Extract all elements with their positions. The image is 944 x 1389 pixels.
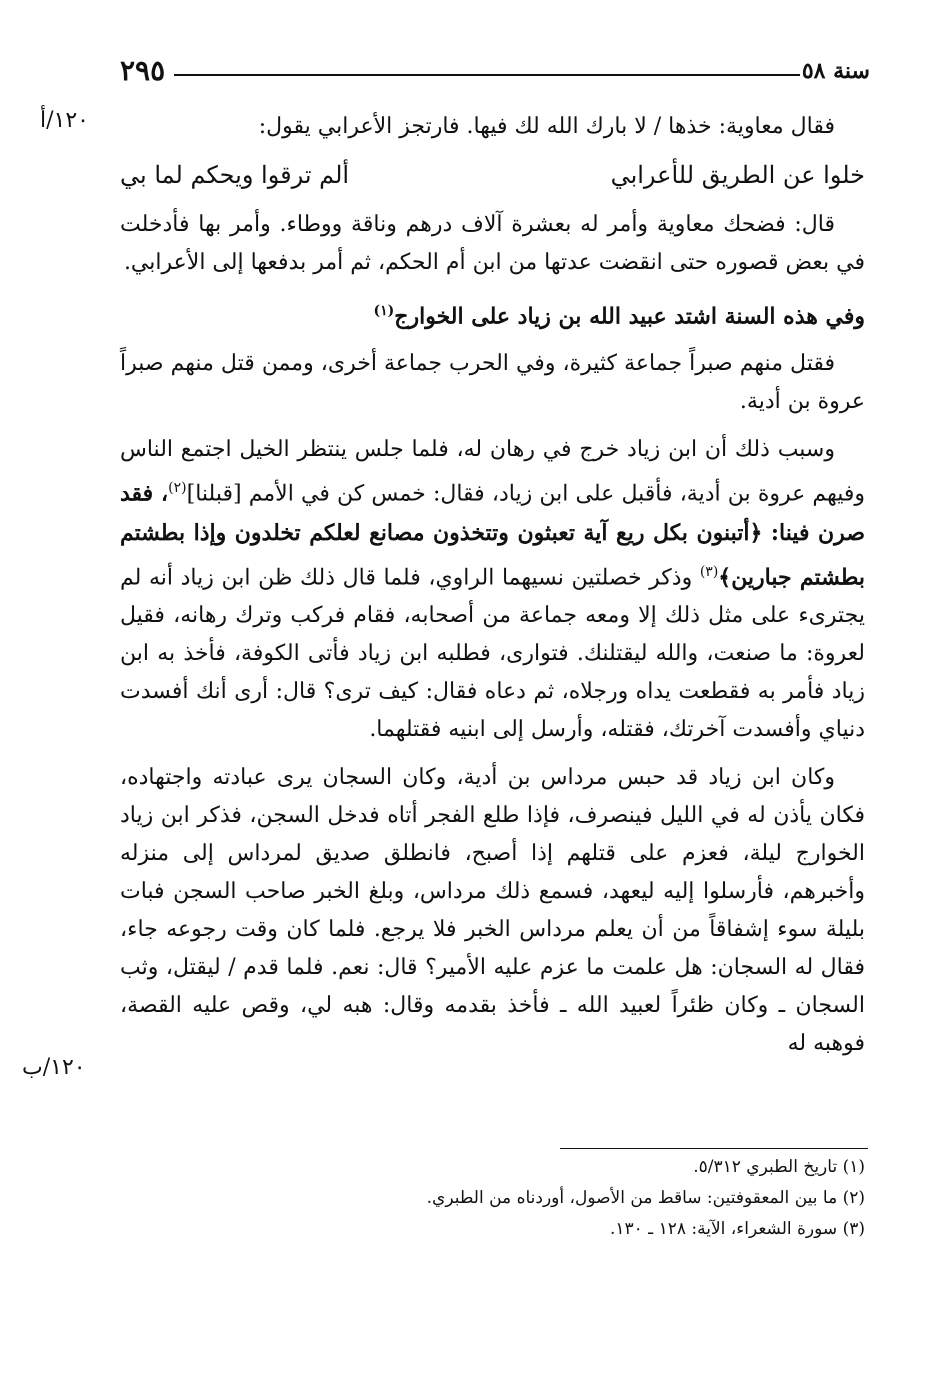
footnote-ref-3: (٣) — [699, 563, 719, 580]
verse-hemistich-left: ألم ترقوا ويحكم لما بي — [120, 161, 350, 189]
footnote-ref-1: (١) — [373, 303, 395, 319]
quran-quote: ، فقد صرن فينا: ﴿أتبنون بكل ريع آية تعبثون وتتخذون مصانع لعلكم تخلدون وإذا بطشتم بطشتم جبارين﴾ — [120, 480, 865, 590]
paragraph-4-part-c: وذكر خصلتين نسيهما الراوي، فلما قال ذلك ظن ابن زياد أنه لم يجترىء على مثل ذلك إلا ومعه جماعة من أصحابه، فقام فركب وترك رهانه، فقيل لعروة: ما صنعت، والله ليقتلنك. فتوارى، فطلبه ابن زياد فأتى الكوفة، فأخذ به ابن زياد فأمر به فقطعت يداه ورجلاه، ثم دعاه فقال: كيف ترى؟ قال: أرى أنك أفسدت دنياي وأفسدت آخرتك، فقتله، وأرسل إلى ابنيه فقتلهما. — [120, 564, 865, 742]
footnote-ref-2: (٢) — [168, 480, 187, 497]
footnote-3: (٣) سورة الشعراء، الآية: ١٢٨ ـ ١٣٠. — [609, 1219, 865, 1239]
header-rule — [174, 74, 800, 76]
paragraph-4 — [120, 431, 865, 749]
page-number: ٢٩٥ — [120, 54, 166, 87]
page-header — [110, 50, 870, 90]
section-heading-text: وفي هذه السنة اشتد عبيد الله بن زياد على الخوارج — [394, 303, 865, 330]
margin-folio-note-a: ١٢٠/أ — [40, 108, 89, 133]
paragraph-2: قال: فضحك معاوية وأمر له بعشرة آلاف درهم وناقة ووطاء. وأمر بها فأدخلت في بعض قصوره حتى انقضت عدتها من ابن أم الحكم، ثم أمر بدفعها إلى الأعرابي. — [120, 212, 865, 275]
paragraph-1: فقال معاوية: خذها / لا بارك الله لك فيها. فارتجز الأعرابي يقول: — [258, 114, 835, 139]
footnote-1: (١) تاريخ الطبري ٥/٣١٢. — [693, 1157, 865, 1177]
margin-folio-note-b: ١٢٠/ب — [22, 1055, 86, 1080]
paragraph-5: وكان ابن زياد قد حبس مرداس بن أدية، وكان السجان يرى عبادته واجتهاده، فكان يأذن له في الليل فينصرف، فإذا طلع الفجر أتاه فدخل السجن، فذكر ابن زياد الخوارج ليلة، فعزم على قتلهم إذا أصبح، فانطلق صديق لمرداس إلى منزله وأخبرهم، فأرسلوا إليه ليعهد، فسمع ذلك مرداس، وبلغ الخبر صاحب السجن فبات بليلة سوء إشفاقاً من أن يعلم مرداس الخبر فلا يرجع. فلما كان وقت رجوعه جاء، فقال له السجان: هل علمت ما عزم عليه الأمير؟ قال: نعم. فلما قدم / ليقتل، وثب السجان ـ وكان ظئراً لعبيد الله ـ فأخذ بقدمه وقال: هبه لي، وقص عليه القصة، فوهبه له — [120, 764, 866, 1056]
verse-hemistich-right: خلوا عن الطريق للأعرابي — [610, 161, 865, 189]
section-heading — [120, 292, 865, 335]
footnote-2: (٢) ما بين المعقوفتين: ساقط من الأصول، أوردناه من الطبري. — [426, 1188, 865, 1208]
paragraph-3: فقتل منهم صبراً جماعة كثيرة، وفي الحرب جماعة أخرى، وممن قتل منهم صبراً عروة بن أدية. — [120, 351, 865, 415]
footnotes — [120, 1152, 865, 1245]
poem-verse — [120, 156, 865, 194]
paragraph-4-part-a: وسبب ذلك أن ابن زياد خرج في رهان له، فلما جلس ينتظر الخيل اجتمع الناس وفيهم عروة بن أدية، فأقبل على ابن زياد، فقال: خمس كن في الأمم [قبلنا] — [120, 437, 865, 507]
footnote-rule — [560, 1148, 868, 1149]
running-title: سنة ٥٨ — [801, 58, 870, 84]
main-text — [120, 108, 865, 1073]
